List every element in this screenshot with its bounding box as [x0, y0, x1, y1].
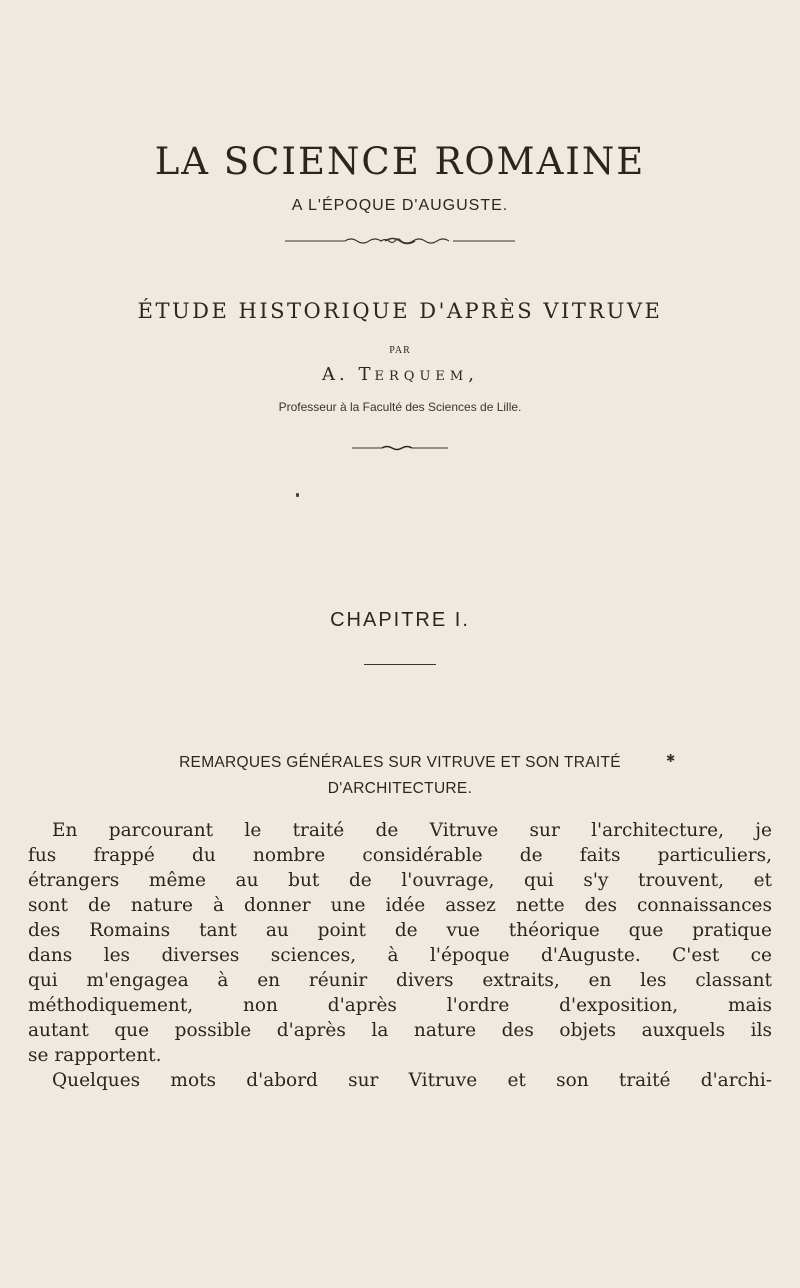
paragraph-line: méthodiquement, non d'après l'ordre d'exposition, mais: [28, 995, 772, 1016]
paragraph-line: sont de nature à donner une idée assez nette des connaissances: [28, 895, 772, 916]
author-comma: ,: [468, 364, 478, 385]
paragraph-line: dans les diverses sciences, à l'époque d'Auguste. C'est ce: [28, 945, 772, 966]
asterisk-mark-icon: ✱: [666, 752, 676, 765]
body-paragraph: [28, 818, 772, 1093]
author-initial: A.: [322, 364, 349, 385]
book-title: LA SCIENCE ROMAINE: [154, 140, 646, 183]
paragraph-line: fus frappé du nombre considérable de faits particuliers,: [28, 845, 772, 866]
paragraph-line: des Romains tant au point de vue théorique que pratique: [28, 920, 772, 941]
section-heading-line1: REMARQUES GÉNÉRALES SUR VITRUVE ET SON TRAITÉ: [179, 754, 621, 771]
section-heading-line2: D'ARCHITECTURE.: [327, 780, 473, 797]
author-name: [0, 364, 800, 385]
small-ornament-icon: [352, 444, 448, 452]
paragraph-line: Quelques mots d'abord sur Vitruve et son traité d'archi-: [52, 1070, 772, 1091]
author-surname-cap: T: [358, 364, 375, 385]
paragraph-line: se rapportent.: [28, 1045, 162, 1066]
book-subtitle: A L'ÉPOQUE D'AUGUSTE.: [291, 197, 509, 214]
paragraph-line: autant que possible d'après la nature des objets auxquels ils: [28, 1020, 772, 1041]
author-surname-rest: ERQUEM: [374, 369, 469, 384]
author-affiliation: Professeur à la Faculté des Sciences de Lille.: [278, 400, 522, 414]
by-label: PAR: [389, 345, 411, 356]
paragraph-line: qui m'engagea à en réunir divers extraits, en les classant: [28, 970, 772, 991]
chapter-rule: [364, 664, 436, 665]
ink-speck: [296, 493, 299, 497]
paragraph-line: étrangers même au but de l'ouvrage, qui s'y trouvent, et: [28, 870, 772, 891]
paragraph-line: En parcourant le traité de Vitruve sur l'architecture, je: [52, 820, 772, 841]
scroll-ornament-icon: [285, 236, 515, 246]
study-title: ÉTUDE HISTORIQUE D'APRÈS VITRUVE: [137, 299, 663, 323]
chapter-heading: CHAPITRE I.: [330, 609, 470, 631]
